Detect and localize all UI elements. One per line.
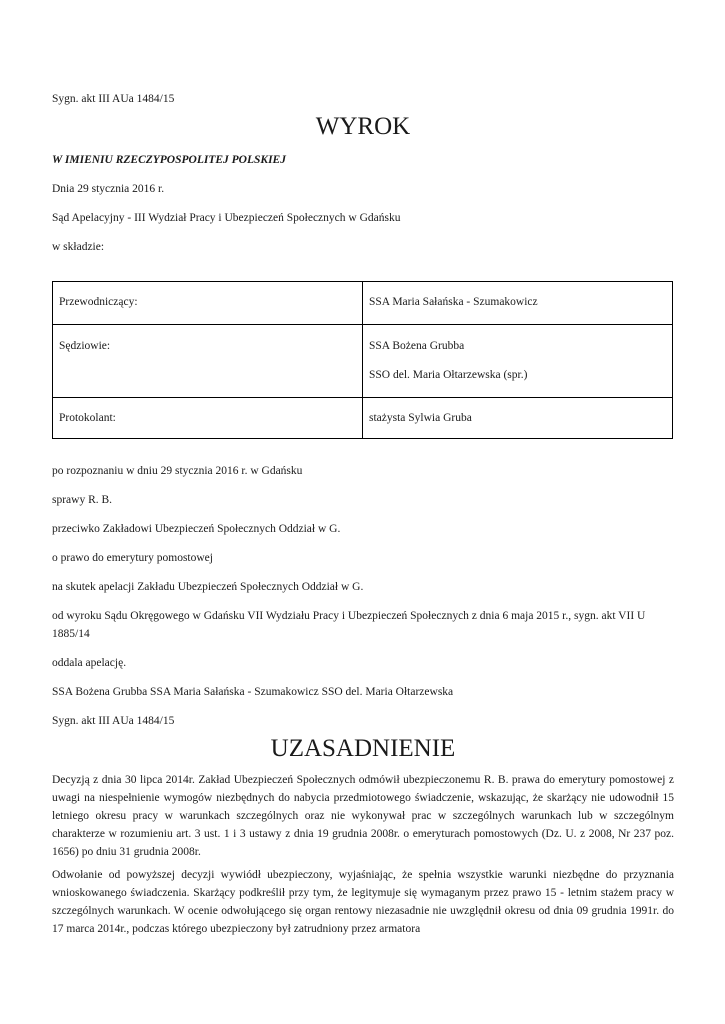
justification-title: UZASADNIENIE — [270, 735, 456, 762]
panel-name: SSO del. Maria Ołtarzewska (spr.) — [369, 369, 528, 381]
ruling-line: oddala apelację. — [52, 657, 127, 669]
justification-paragraph: Odwołanie od powyższej decyzji wywiódł ubezpieczony, wyjaśniając, że spełnia wszystkie warunki niezbędne do przyznania wnioskowanego świadczenia. Skarżący podkreślił przy tym, że legitymuje się wymaganym przez prawo 15 - letnim stażem pracy w szczególnych warunkach. W ocenie odwołującego się organ rentowy niezasadnie nie uwzględnił okresu od dnia 09 grudnia 1991r. do 17 marca 2014r., podczas którego ubezpieczony był zatrudniony przez armatora — [52, 869, 674, 935]
panel-names — [363, 282, 673, 325]
case-number: Sygn. akt III AUa 1484/15 — [52, 93, 175, 105]
panel-row-presiding — [53, 282, 673, 325]
document-title: WYROK — [315, 113, 411, 140]
panel-names — [363, 398, 673, 439]
panel-row-clerk — [53, 398, 673, 439]
composition-label: w składzie: — [52, 241, 105, 253]
panel-names — [363, 325, 673, 398]
panel-role: Protokolant: — [53, 398, 363, 439]
court-panel-table — [52, 281, 673, 439]
hearing-line: po rozpoznaniu w dniu 29 stycznia 2016 r. w Gdańsku — [52, 465, 303, 477]
panel-role: Przewodniczący: — [53, 282, 363, 325]
panel-name: SSA Maria Sałańska - Szumakowicz — [369, 296, 538, 308]
subject-line: o prawo do emerytury pomostowej — [52, 552, 213, 564]
appealed-judgment-line: od wyroku Sądu Okręgowego w Gdańsku VII Wydziału Pracy i Ubezpieczeń Społecznych z dnia 6 maja 2015 r., sygn. akt VII U 1885/14 — [52, 610, 646, 640]
panel-role: Sędziowie: — [53, 325, 363, 398]
justification-paragraph: Decyzją z dnia 30 lipca 2014r. Zakład Ubezpieczeń Społecznych odmówił ubezpieczonemu R. B. prawa do emerytury pomostowej z uwagi na niespełnienie wymogów niezbędnych do nabycia przedmiotowego świadczenie, wskazując, że skarżący nie udowodnił 15 letniego okresu pracy w warunkach szczególnych oraz nie wykonywał prac w szczególnych warunkach lub w szczególnym charakterze w rozumieniu art. 3 ust. 1 i 3 ustawy z dnia 19 grudnia 2008r. o emeryturach pomostowych (Dz. U. z 2008, Nr 237 poz. 1656) po dniu 31 grudnia 2008r. — [52, 774, 674, 858]
appeal-line: na skutek apelacji Zakładu Ubezpieczeń Społecznych Oddział w G. — [52, 581, 364, 593]
justification-case-number: Sygn. akt III AUa 1484/15 — [52, 715, 175, 727]
judgment-date: Dnia 29 stycznia 2016 r. — [52, 183, 165, 195]
signatures-line: SSA Bożena Grubba SSA Maria Sałańska - Szumakowicz SSO del. Maria Ołtarzewska — [52, 686, 454, 698]
panel-name: stażysta Sylwia Gruba — [369, 412, 472, 424]
panel-name: SSA Bożena Grubba — [369, 340, 465, 352]
panel-row-judges — [53, 325, 673, 398]
case-party-line: sprawy R. B. — [52, 494, 113, 506]
document-subtitle: W IMIENIU RZECZYPOSPOLITEJ POLSKIEJ — [52, 154, 286, 166]
respondent-line: przeciwko Zakładowi Ubezpieczeń Społecznych Oddział w G. — [52, 523, 341, 535]
court-name: Sąd Apelacyjny - III Wydział Pracy i Ubezpieczeń Społecznych w Gdańsku — [52, 212, 401, 224]
